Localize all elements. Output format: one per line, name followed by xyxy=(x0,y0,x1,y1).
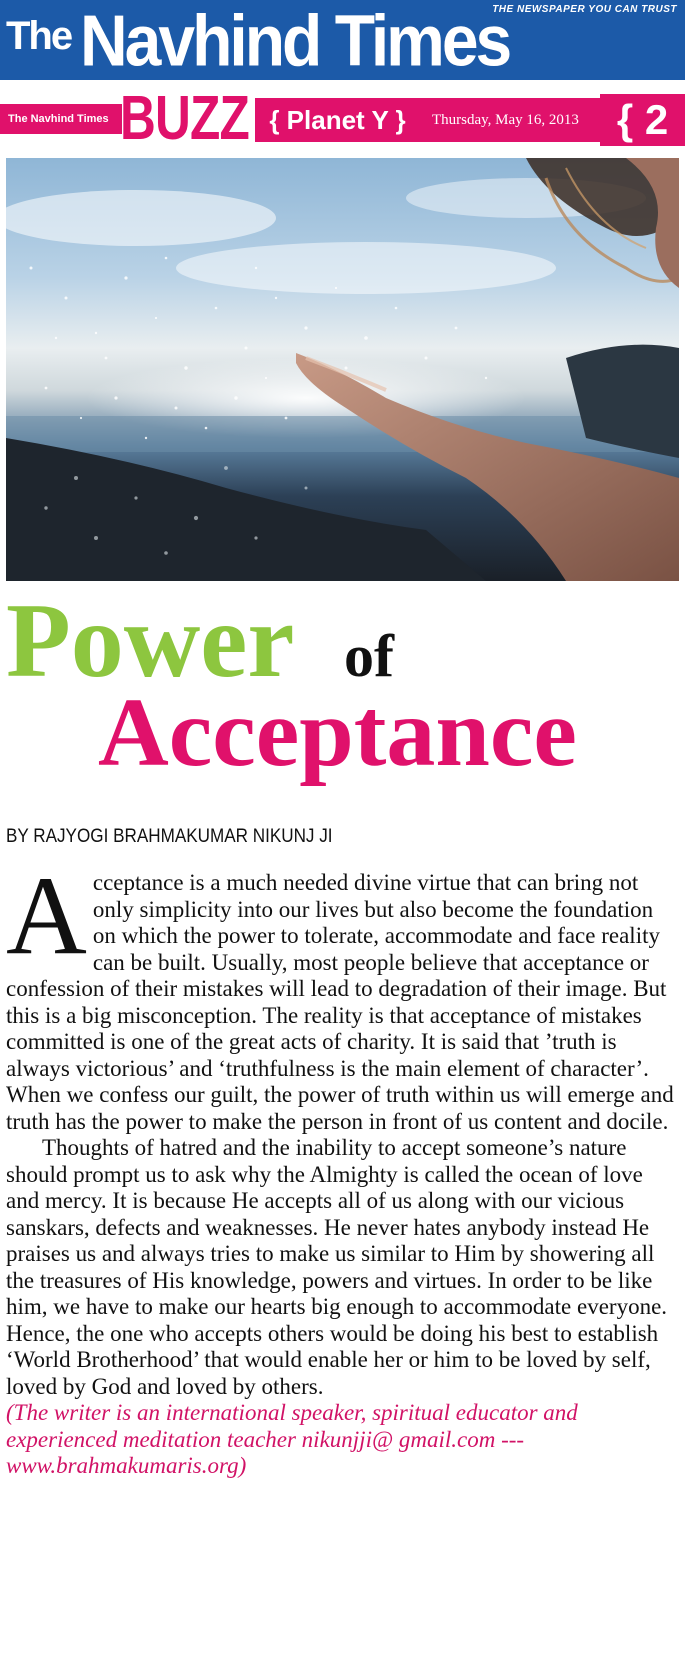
section-header xyxy=(0,84,685,153)
buzz-logo: BUZZ xyxy=(120,84,250,153)
article-photo xyxy=(6,158,679,581)
masthead-the: The xyxy=(6,14,72,58)
paper-label: The Navhind Times xyxy=(0,104,122,134)
masthead-tagline: THE NEWSPAPER YOU CAN TRUST xyxy=(492,4,677,15)
page-number: { 2 xyxy=(600,94,685,146)
author-credit: (The writer is an international speaker, spiritual educator and experienced meditation teacher nikunjji@ gmail.com --- www.brahmakumaris.org) xyxy=(6,1400,578,1478)
newspaper-name: Navhind Times xyxy=(80,0,510,80)
issue-date: Thursday, May 16, 2013 xyxy=(420,98,620,142)
paragraph-2: Thoughts of hatred and the inability to accept someone’s nature should prompt us to ask why the Almighty is called the ocean of love and mercy. It is because He accepts all of us along with our vicious sanskars, defects and weaknesses. He never hates anybody instead He praises us and always tries to make us similar to Him by showering all the treasures of His knowledge, powers and virtues. In order to be like him, we have to make our hearts big enough to accommodate everyone. Hence, the one who accepts others would be doing his best to establish ‘World Brotherhood’ that would enable her or him to be loved by self, loved by God and loved by others. xyxy=(6,1135,668,1399)
headline xyxy=(6,582,679,788)
drop-cap: A xyxy=(6,854,87,978)
paragraph-1 xyxy=(6,854,678,1135)
article-body xyxy=(6,854,678,1480)
headline-word-of: of xyxy=(344,623,394,689)
section-name: { Planet Y } xyxy=(255,98,420,142)
hand-blowing-sand-photo xyxy=(6,158,679,581)
headline-word-power: Power xyxy=(6,582,295,699)
headline-word-acceptance: Acceptance xyxy=(98,679,577,787)
paragraph-1-text: cceptance is a much needed divine virtue that can bring not only simplicity into our lives but also become the foundation on which the power to tolerate, accommodate and face reality can be built. Usually, most people believe that acceptance or confession of their mistakes will lead to degradation of their image. But this is a big misconception. The reality is that acceptance of mistakes committed is one of the great acts of charity. It is said that ’truth is always victorious’ and ‘truthfulness is the main element of character’. When we confess our guilt, the power of truth within us will emerge and truth has the power to make the person in front of us content and docile. xyxy=(6,870,674,1134)
masthead xyxy=(0,0,685,80)
byline: BY RAJYOGI BRAHMAKUMAR NIKUNJ JI xyxy=(6,826,333,847)
